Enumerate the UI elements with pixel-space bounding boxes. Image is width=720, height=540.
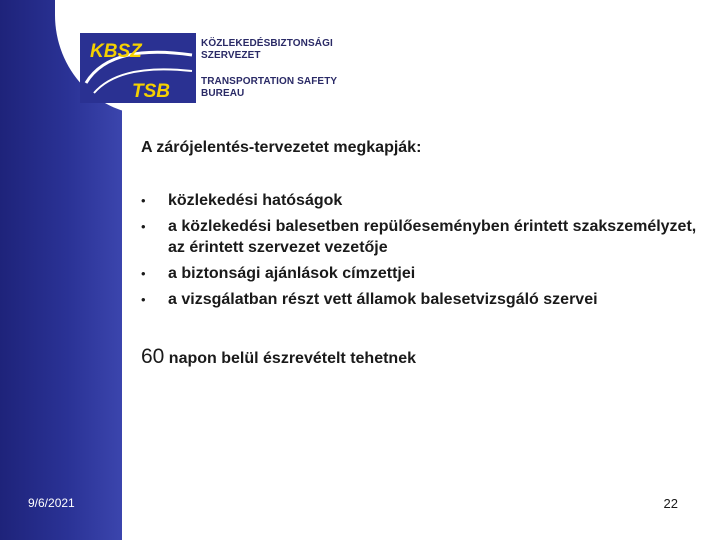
slide-date: 9/6/2021 bbox=[28, 496, 75, 510]
list-item bbox=[141, 289, 701, 310]
list-item-text: a vizsgálatban részt vett államok balesetvizsgáló szervei bbox=[168, 291, 598, 308]
list-item bbox=[141, 263, 701, 284]
list-item-text: közlekedési hatóságok bbox=[168, 192, 343, 209]
bullet-icon: • bbox=[141, 266, 146, 281]
org-hu-line1: KÖZLEKEDÉSBIZTONSÁGI bbox=[201, 38, 333, 49]
list-item bbox=[141, 190, 701, 211]
bullet-icon: • bbox=[141, 292, 146, 307]
org-hu-line2: SZERVEZET bbox=[201, 50, 261, 61]
deadline-note bbox=[141, 345, 416, 369]
deadline-text: napon belül észrevételt tehetnek bbox=[164, 350, 416, 367]
org-en-line2: BUREAU bbox=[201, 88, 245, 99]
logo-mark-top: KBSZ bbox=[90, 41, 142, 62]
list-item-text: a biztonsági ajánlások címzettjei bbox=[168, 265, 416, 282]
list-item bbox=[141, 216, 701, 258]
deadline-days: 60 bbox=[141, 345, 165, 368]
bullet-icon: • bbox=[141, 219, 146, 234]
recipient-list bbox=[141, 190, 701, 315]
logo-mark-bottom: TSB bbox=[132, 81, 170, 102]
slide-heading: A zárójelentés-tervezetet megkapják: bbox=[141, 139, 422, 156]
kbsz-tsb-logo bbox=[80, 33, 196, 103]
slide-number: 22 bbox=[663, 496, 678, 511]
organization-name bbox=[201, 38, 337, 100]
bullet-icon: • bbox=[141, 193, 146, 208]
list-item-text: a közlekedési balesetben repülőeseményben érintett szakszemélyzet, az érintett szervezet vezetője bbox=[168, 218, 697, 256]
org-en-line1: TRANSPORTATION SAFETY bbox=[201, 76, 338, 87]
